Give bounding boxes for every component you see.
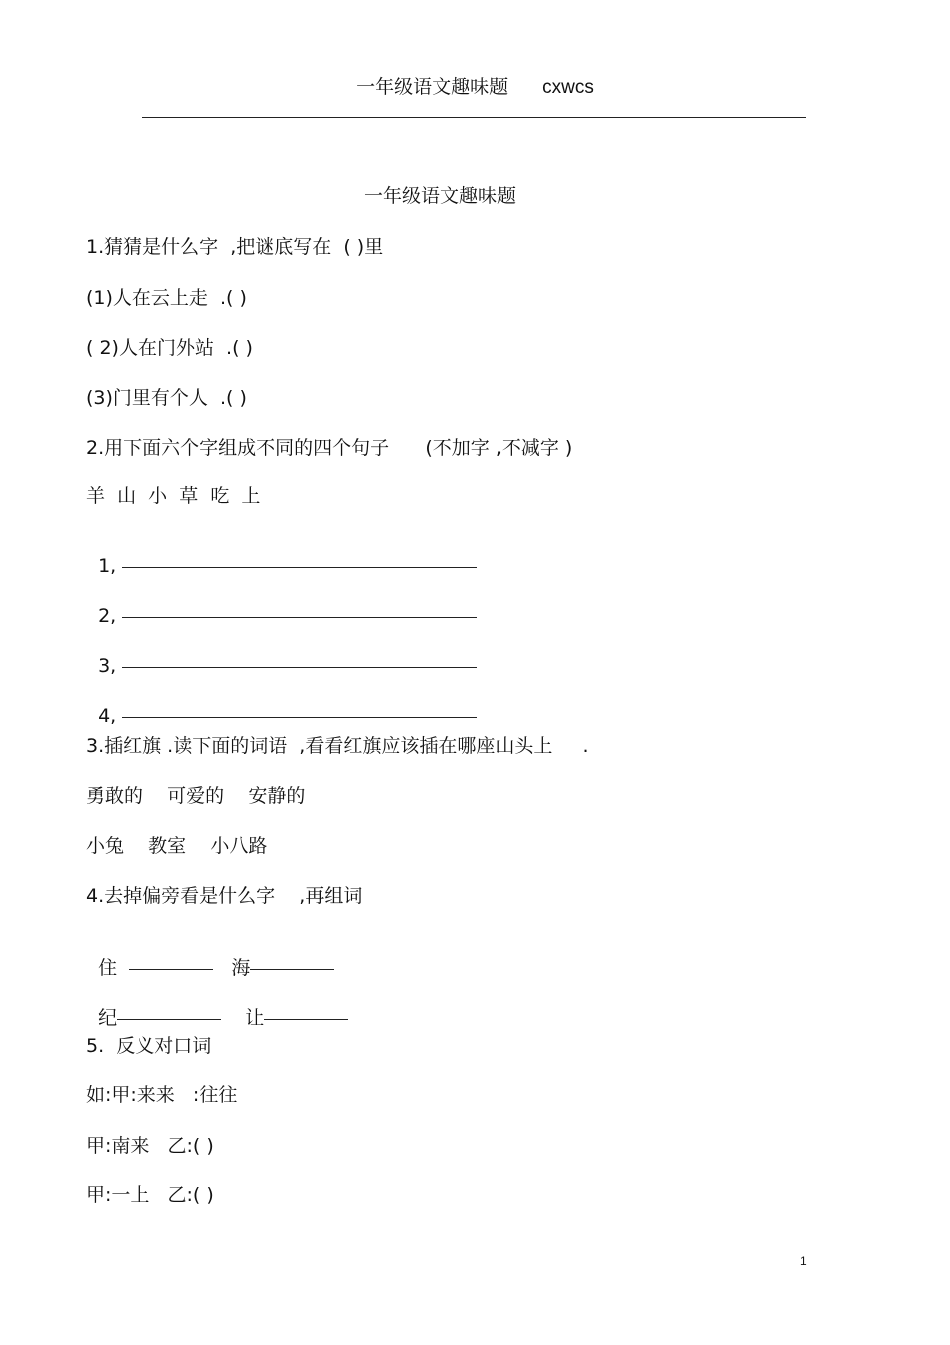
answer-line: [129, 969, 213, 970]
document-title: 一年级语文趣味题: [363, 185, 516, 207]
answer-line: [122, 667, 477, 668]
question-5-item-1: 甲:南来 乙:( ): [86, 1135, 214, 1157]
header-code: cxwcs: [542, 77, 594, 98]
blank-label: 1,: [98, 555, 117, 577]
radical-char: 让: [245, 1007, 265, 1029]
question-2-blank-row: [86, 683, 477, 727]
header-rule: [142, 117, 806, 118]
question-4-row-2: [86, 981, 348, 1030]
question-3-prompt: 3.插红旗 .读下面的词语 ,看看红旗应该插在哪座山头上 .: [86, 735, 589, 757]
page-header: [0, 72, 950, 99]
question-2-chars: 羊 山 小 草 吃 上: [86, 485, 261, 507]
question-5-item-2: 甲:一上 乙:( ): [86, 1184, 214, 1206]
question-4-row-1: [86, 931, 334, 980]
radical-char: 住: [98, 957, 118, 979]
question-2-blank-row: [86, 633, 477, 677]
question-1-prompt: 1.猜猜是什么字 ,把谜底写在 ( )里: [86, 236, 384, 258]
question-3-adjectives: 勇敢的 可爱的 安静的: [86, 785, 306, 807]
question-5-example: 如:甲:来来 :往往: [86, 1084, 238, 1106]
radical-char: 海: [231, 957, 251, 979]
question-2-prompt: 2.用下面六个字组成不同的四个句子 (不加字 ,不减字 ): [86, 437, 573, 459]
question-4-prompt: 4.去掉偏旁看是什么字 ,再组词: [86, 885, 363, 907]
header-title: 一年级语文趣味题: [356, 76, 509, 98]
blank-label: 2,: [98, 605, 117, 627]
answer-line: [250, 969, 334, 970]
question-2-blank-row: [86, 533, 477, 577]
page-number: 1: [800, 1254, 807, 1268]
question-2-blank-row: [86, 583, 477, 627]
answer-line: [122, 567, 477, 568]
question-1-item-1: (1)人在云上走 .( ): [86, 287, 247, 309]
question-1-item-3: (3)门里有个人 .( ): [86, 387, 247, 409]
answer-line: [264, 1019, 348, 1020]
answer-line: [117, 1019, 221, 1020]
answer-line: [122, 617, 477, 618]
question-5-prompt: 5. 反义对口词: [86, 1035, 212, 1057]
question-1-item-2: ( 2)人在门外站 .( ): [86, 337, 253, 359]
blank-label: 4,: [98, 705, 117, 727]
radical-char: 纪: [98, 1007, 118, 1029]
answer-line: [122, 717, 477, 718]
question-3-nouns: 小兔 教室 小八路: [86, 835, 268, 857]
blank-label: 3,: [98, 655, 117, 677]
